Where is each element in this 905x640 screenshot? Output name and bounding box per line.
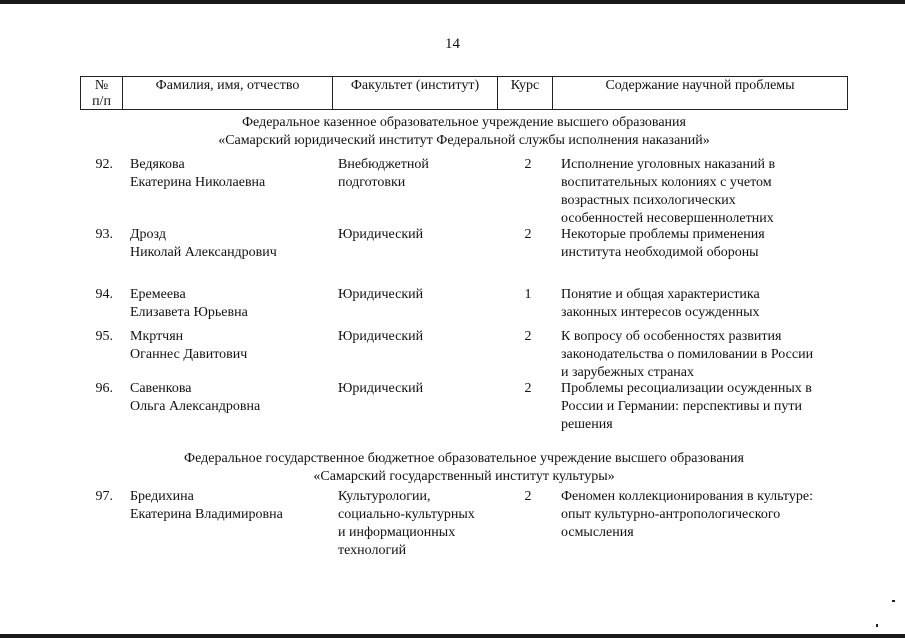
row-problem-line: Понятие и общая характеристика: [561, 287, 760, 302]
row-problem-line: особенностей несовершеннолетних: [561, 211, 774, 226]
row-surname: Бредихина: [130, 489, 194, 504]
header-course: Курс: [498, 77, 553, 109]
bottom-border-rule: [0, 634, 905, 638]
row-given-names: Ольга Александровна: [130, 399, 261, 414]
row-problem-line: возрастных психологических: [561, 193, 736, 208]
row-faculty: [338, 380, 498, 398]
section-title-1: [80, 114, 848, 150]
row-problem-line: опыт культурно-антропологического: [561, 507, 781, 522]
row-problem-line: России и Германии: перспективы и пути: [561, 399, 803, 414]
row-problem-line: законодательства о помиловании в России: [561, 347, 814, 362]
section-title-2-line2: «Самарский государственный институт культуры»: [313, 469, 615, 484]
row-name: [130, 286, 330, 322]
row-problem-line: К вопросу об особенностях развития: [561, 329, 782, 344]
row-number: 95.: [95, 329, 113, 344]
scan-speck: [892, 600, 895, 602]
section-title-2: [80, 450, 848, 486]
row-given-names: Оганнес Давитович: [130, 347, 248, 362]
row-number: 96.: [95, 381, 113, 396]
row-name: [130, 226, 330, 262]
row-problem: [561, 156, 851, 228]
row-name: [130, 488, 330, 524]
row-problem-line: осмысления: [561, 525, 634, 540]
page-number: 14: [445, 36, 460, 52]
row-faculty-line: Юридический: [338, 329, 424, 344]
header-problem: Содержание научной проблемы: [605, 78, 795, 93]
row-surname: Еремеева: [130, 287, 186, 302]
row-problem: [561, 328, 851, 382]
row-number: 97.: [95, 489, 113, 504]
row-problem: [561, 380, 851, 434]
row-name: [130, 156, 330, 192]
row-problem: [561, 226, 851, 262]
row-surname: Ведякова: [130, 157, 185, 172]
row-course: 2: [524, 227, 532, 242]
row-problem-line: Феномен коллекционирования в культуре:: [561, 489, 813, 504]
table-header: [80, 76, 848, 110]
row-faculty-line: Юридический: [338, 381, 424, 396]
row-problem-line: воспитательных колониях с учетом: [561, 175, 772, 190]
row-number: 94.: [95, 287, 113, 302]
row-faculty-line: Культурологии,: [338, 489, 431, 504]
row-given-names: Елизавета Юрьевна: [130, 305, 248, 320]
header-number-line2: п/п: [92, 94, 111, 109]
row-surname: Дрозд: [130, 227, 166, 242]
section-title-1-line2: «Самарский юридический институт Федеральной службы исполнения наказаний»: [218, 133, 710, 148]
row-faculty-line: Юридический: [338, 227, 424, 242]
row-problem-line: института необходимой обороны: [561, 245, 759, 260]
row-problem-line: решения: [561, 417, 613, 432]
row-faculty: [338, 328, 498, 346]
row-faculty: [338, 286, 498, 304]
header-number: [81, 77, 123, 109]
top-border-rule: [0, 0, 905, 4]
row-faculty: [338, 226, 498, 244]
row-faculty: [338, 156, 498, 192]
scan-speck: [876, 624, 878, 627]
row-faculty-line: Юридический: [338, 287, 424, 302]
row-surname: Савенкова: [130, 381, 192, 396]
row-problem: [561, 286, 851, 322]
row-given-names: Николай Александрович: [130, 245, 277, 260]
row-faculty-line: и информационных: [338, 525, 456, 540]
header-faculty: Факультет (институт): [333, 77, 498, 109]
section-title-2-line1: Федеральное государственное бюджетное образовательное учреждение высшего образования: [184, 451, 744, 466]
row-number: 92.: [95, 157, 113, 172]
section-title-1-line1: Федеральное казенное образовательное учреждение высшего образования: [241, 115, 686, 130]
row-problem-line: Некоторые проблемы применения: [561, 227, 765, 242]
row-faculty-line: социально-культурных: [338, 507, 475, 522]
row-faculty-line: подготовки: [338, 175, 406, 190]
row-faculty-line: технологий: [338, 543, 407, 558]
row-course: 2: [524, 489, 532, 504]
row-faculty-line: Внебюджетной: [338, 157, 429, 172]
row-faculty: [338, 488, 498, 560]
row-course: 2: [524, 157, 532, 172]
header-name: Фамилия, имя, отчество: [123, 77, 333, 109]
row-given-names: Екатерина Николаевна: [130, 175, 266, 190]
row-problem-line: Проблемы ресоциализации осужденных в: [561, 381, 812, 396]
row-given-names: Екатерина Владимировна: [130, 507, 283, 522]
row-name: [130, 380, 330, 416]
row-problem-line: законных интересов осужденных: [561, 305, 760, 320]
header-number-line1: №: [94, 78, 109, 93]
row-course: 2: [524, 381, 532, 396]
row-course: 2: [524, 329, 532, 344]
row-problem-line: Исполнение уголовных наказаний в: [561, 157, 776, 172]
row-problem: [561, 488, 851, 542]
row-name: [130, 328, 330, 364]
row-course: 1: [524, 287, 532, 302]
row-surname: Мкртчян: [130, 329, 184, 344]
row-problem-line: и зарубежных странах: [561, 365, 695, 380]
row-number: 93.: [95, 227, 113, 242]
